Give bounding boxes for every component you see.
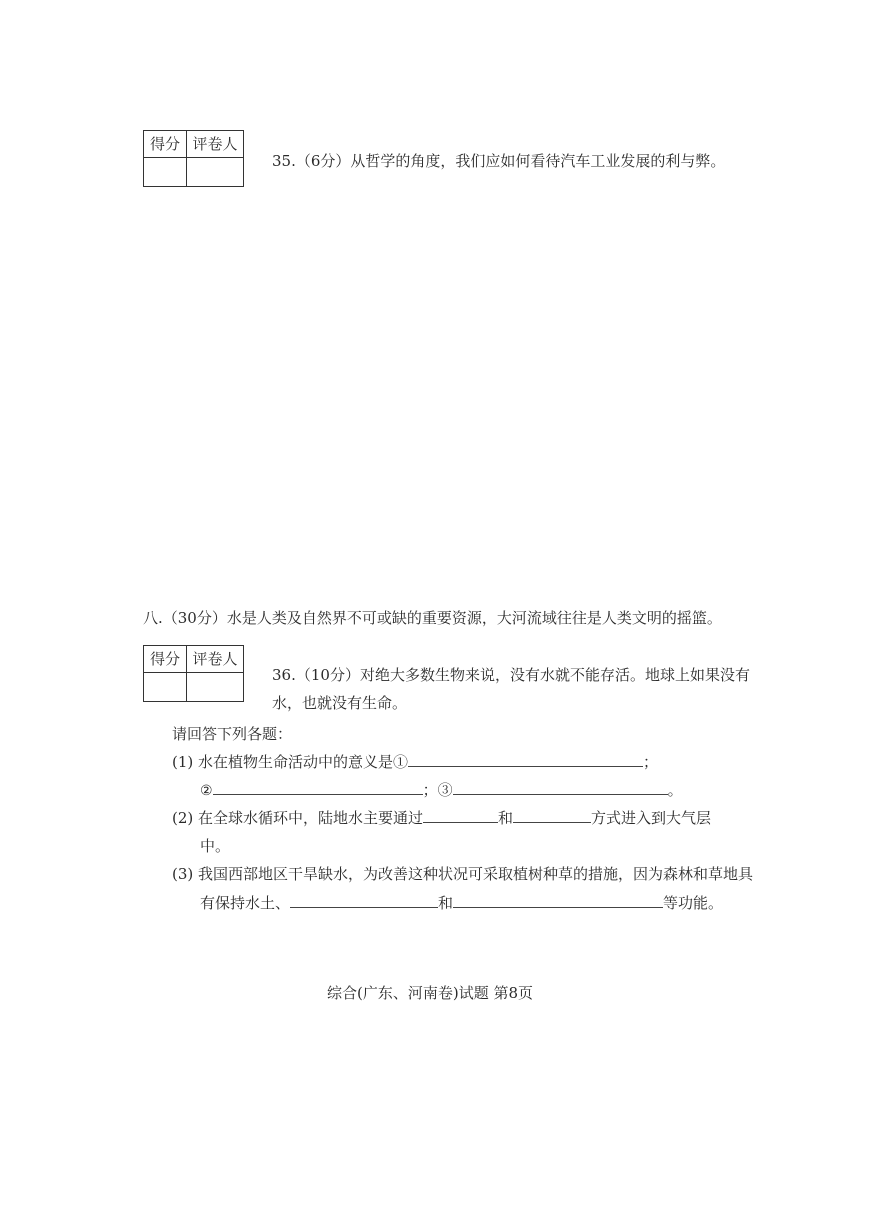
sub3-prefix: 有保持水土、 bbox=[200, 894, 291, 912]
sub-question-1-cont bbox=[200, 779, 683, 800]
blank-1-1[interactable] bbox=[408, 752, 643, 767]
sub2-suffix: 方式进入到大气层 bbox=[591, 809, 712, 827]
blank-3-1[interactable] bbox=[290, 893, 438, 908]
score-label: 得分 bbox=[144, 131, 187, 158]
mark-2: ② bbox=[200, 783, 213, 799]
semicolon: ； bbox=[643, 753, 659, 771]
question-35: 35.（6分）从哲学的角度，我们应如何看待汽车工业发展的利与弊。 bbox=[272, 152, 726, 170]
mark-3: ；③ bbox=[422, 781, 453, 799]
sub2-and: 和 bbox=[498, 809, 514, 827]
blank-1-2[interactable] bbox=[213, 780, 423, 795]
answer-area-q35[interactable] bbox=[143, 190, 723, 580]
grader-cell[interactable] bbox=[187, 673, 244, 702]
sub-question-3-cont bbox=[200, 892, 723, 913]
sub-question-2 bbox=[172, 807, 711, 828]
sub-question-1 bbox=[172, 751, 658, 772]
grader-label: 评卷人 bbox=[187, 646, 244, 673]
sub3-suffix: 等功能。 bbox=[663, 894, 724, 912]
blank-2-2[interactable] bbox=[513, 808, 591, 823]
score-box-q36 bbox=[143, 645, 244, 702]
score-box-q35 bbox=[143, 130, 244, 187]
grader-label: 评卷人 bbox=[187, 131, 244, 158]
blank-3-2[interactable] bbox=[453, 893, 663, 908]
section-8-header: 八.（30分）水是人类及自然界不可或缺的重要资源，大河流域往往是人类文明的摇篮。 bbox=[143, 609, 722, 627]
question-36-line2: 水，也就没有生命。 bbox=[272, 694, 408, 712]
score-cell[interactable] bbox=[144, 673, 187, 702]
grader-cell[interactable] bbox=[187, 158, 244, 187]
blank-1-3[interactable] bbox=[453, 780, 668, 795]
question-36-line1: 36.（10分）对绝大多数生物来说，没有水就不能存活。地球上如果没有 bbox=[272, 666, 750, 684]
sub2-prefix: (2) 在全球水循环中，陆地水主要通过 bbox=[172, 809, 424, 827]
answer-prompt: 请回答下列各题： bbox=[172, 725, 293, 743]
sub-question-3: (3) 我国西部地区干旱缺水，为改善这种状况可采取植树种草的措施，因为森林和草地具 bbox=[172, 865, 754, 883]
sub3-and: 和 bbox=[438, 894, 454, 912]
score-cell[interactable] bbox=[144, 158, 187, 187]
blank-2-1[interactable] bbox=[423, 808, 498, 823]
sub1-prefix: (1) 水在植物生命活动中的意义是① bbox=[172, 753, 409, 771]
period: 。 bbox=[667, 781, 683, 799]
page-footer: 综合(广东、河南卷)试题 第8页 bbox=[327, 984, 534, 1002]
score-label: 得分 bbox=[144, 646, 187, 673]
sub-question-2-cont: 中。 bbox=[200, 837, 231, 855]
